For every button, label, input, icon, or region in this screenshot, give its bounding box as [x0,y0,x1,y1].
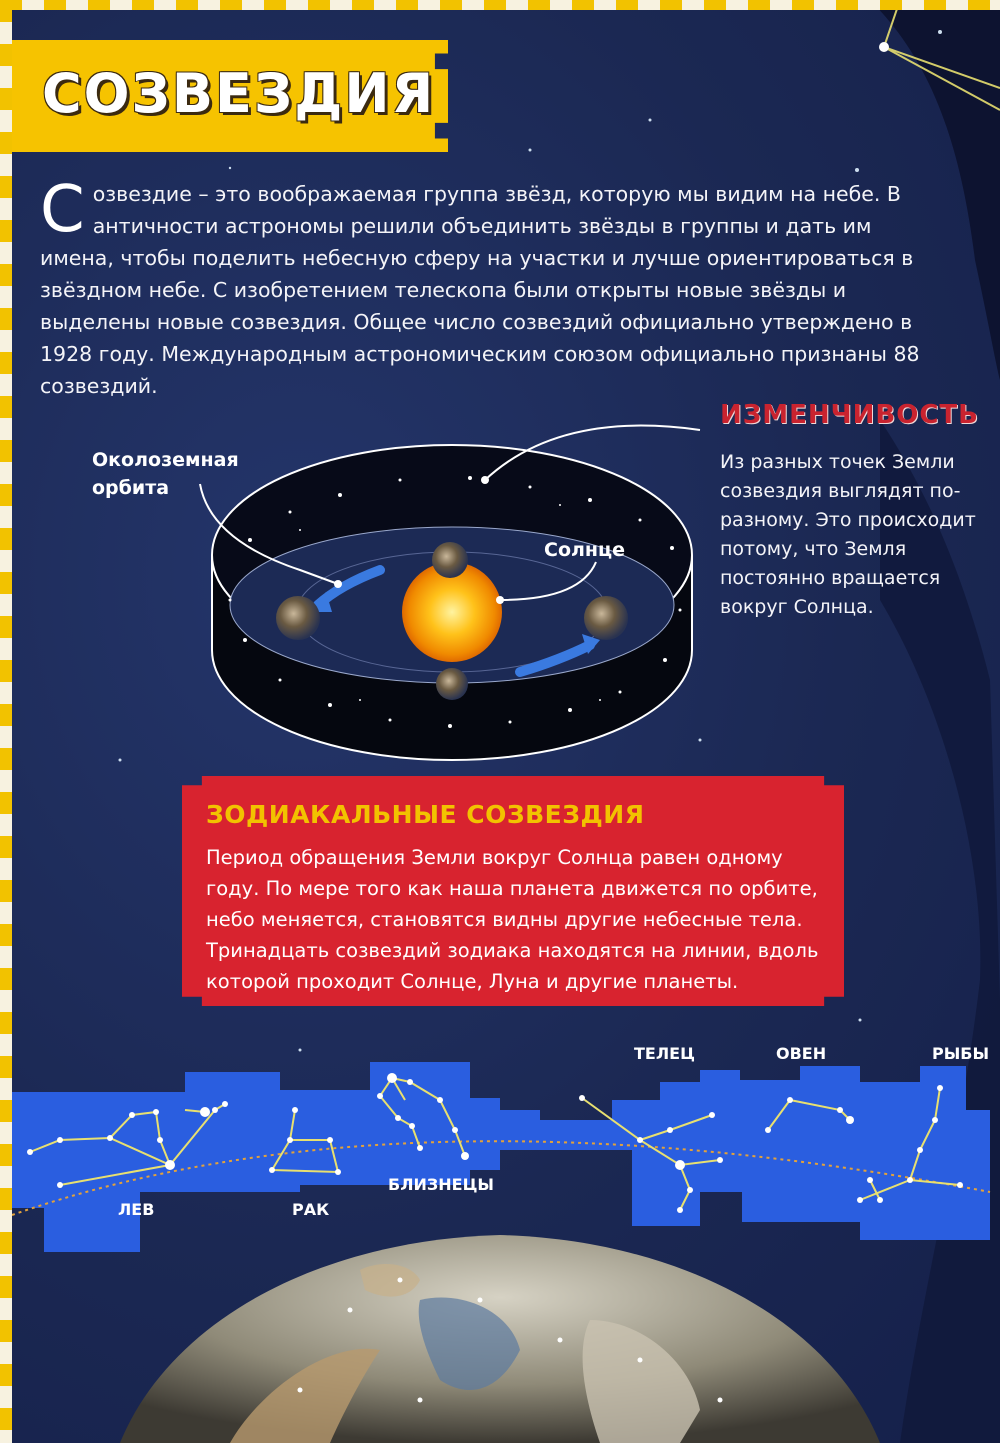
decorative-stripe-left [0,0,12,1443]
earth-left [276,596,320,640]
sun-label: Солнце [544,539,626,561]
variability-heading: ИЗМЕНЧИВОСТЬ [720,400,979,430]
zodiac-text: Период обращения Земли вокруг Солнца равен одному году. По мере того как наша планета движется по орбите, небо меняется, становятся видны другие небесные тела. Тринадцать созвездий зодиака находятся на линии, вдоль которой проходит Солнце, Луна и другие планеты. [206,846,819,993]
label-gemini: БЛИЗНЕЦЫ [388,1175,494,1194]
intro-paragraph [40,173,920,402]
page-title: СОЗВЕЗДИЯ [42,62,436,125]
orbit-diagram [200,426,700,760]
intro-text: озвездие – это воображаемая группа звёзд, которую мы видим на небе. В античности астрономы решили объединить звёзды в группы и дать им имена, чтобы поделить небесную сферу на участки и лучше ориентироваться в звёздном небе. С изобретением телескопа были открыты новые звёзды и выделены новые созвездия. Общее число созвездий официально утверждено в 1928 году. Международным астрономическим союзом официально признаны 88 созвездий. [40,182,920,398]
label-leo: ЛЕВ [118,1200,155,1219]
bright-star [879,42,889,52]
label-aries: ОВЕН [776,1044,827,1063]
zodiac-strip [12,1062,990,1252]
celestial-globe-illustration [120,1235,880,1443]
zodiac-heading: ЗОДИАКАЛЬНЫЕ СОЗВЕЗДИЯ [206,800,645,829]
label-taurus: ТЕЛЕЦ [634,1044,695,1063]
orbit-label: Околоземная орбита [92,449,239,499]
label-cancer: РАК [292,1200,330,1219]
earth-top [432,542,468,578]
earth-bottom [436,668,468,700]
label-pisces: РЫБЫ [932,1044,990,1063]
variability-text: Из разных точек Земли созвездия выглядят по-разному. Это происходит потому, что Земля постоянно вращается вокруг Солнца. [720,451,976,618]
decorative-stripe-top [0,0,1000,10]
drop-cap: С [40,173,85,247]
earth-right [584,596,628,640]
